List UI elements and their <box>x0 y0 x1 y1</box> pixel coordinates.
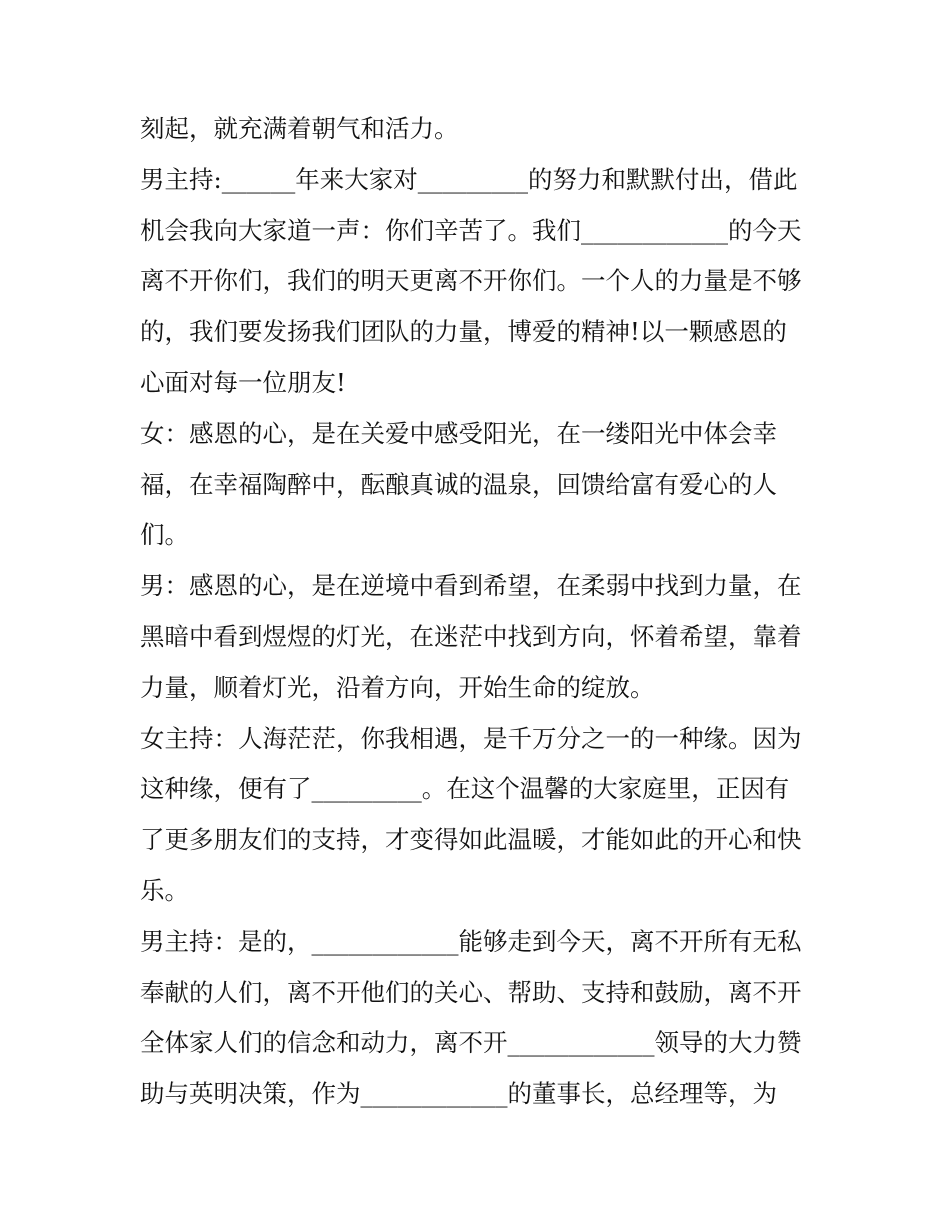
text-line: 男主持:______年来大家对_________的努力和默默付出，借此 <box>140 164 798 194</box>
text-line: 了更多朋友们的支持，才变得如此温暖，才能如此的开心和快 <box>140 825 802 855</box>
text-line: 女：感恩的心，是在关爱中感受阳光，在一缕阳光中体会幸 <box>140 418 777 448</box>
text-line: 这种缘，便有了_________。在这个温馨的大家庭里，正因有 <box>140 774 790 804</box>
text-line: 离不开你们，我们的明天更离不开你们。一个人的力量是不够 <box>140 266 802 296</box>
text-line: 力量，顺着灯光，沿着方向，开始生命的绽放。 <box>140 672 655 702</box>
text-line: 的，我们要发扬我们团队的力量，博爱的精神!以一颗感恩的 <box>140 317 787 347</box>
text-line: 福，在幸福陶醉中，酝酿真诚的温泉，回馈给富有爱心的人 <box>140 469 777 499</box>
text-line: 乐。 <box>140 875 189 905</box>
text-line: 全体家人们的信念和动力，离不开____________领导的大力赞 <box>140 1028 802 1058</box>
text-line: 黑暗中看到煜煜的灯光，在迷茫中找到方向，怀着希望，靠着 <box>140 621 802 651</box>
text-line: 心面对每一位朋友! <box>140 367 346 397</box>
text-line: 奉献的人们，离不开他们的关心、帮助、支持和鼓励，离不开 <box>140 977 802 1007</box>
text-line: 刻起，就充满着朝气和活力。 <box>140 114 459 143</box>
text-line: 女主持：人海茫茫，你我相遇，是千万分之一的一种缘。因为 <box>140 723 802 753</box>
text-line: 男：感恩的心，是在逆境中看到希望，在柔弱中找到力量，在 <box>140 571 802 601</box>
document-body <box>140 104 820 1120</box>
text-line: 助与英明决策，作为____________的董事长，总经理等，为 <box>140 1079 777 1109</box>
text-line: 男主持：是的，____________能够走到今天，离不开所有无私 <box>140 926 802 956</box>
text-line: 机会我向大家道一声：你们辛苦了。我们____________的今天 <box>140 215 802 245</box>
text-line: 们。 <box>140 520 189 550</box>
